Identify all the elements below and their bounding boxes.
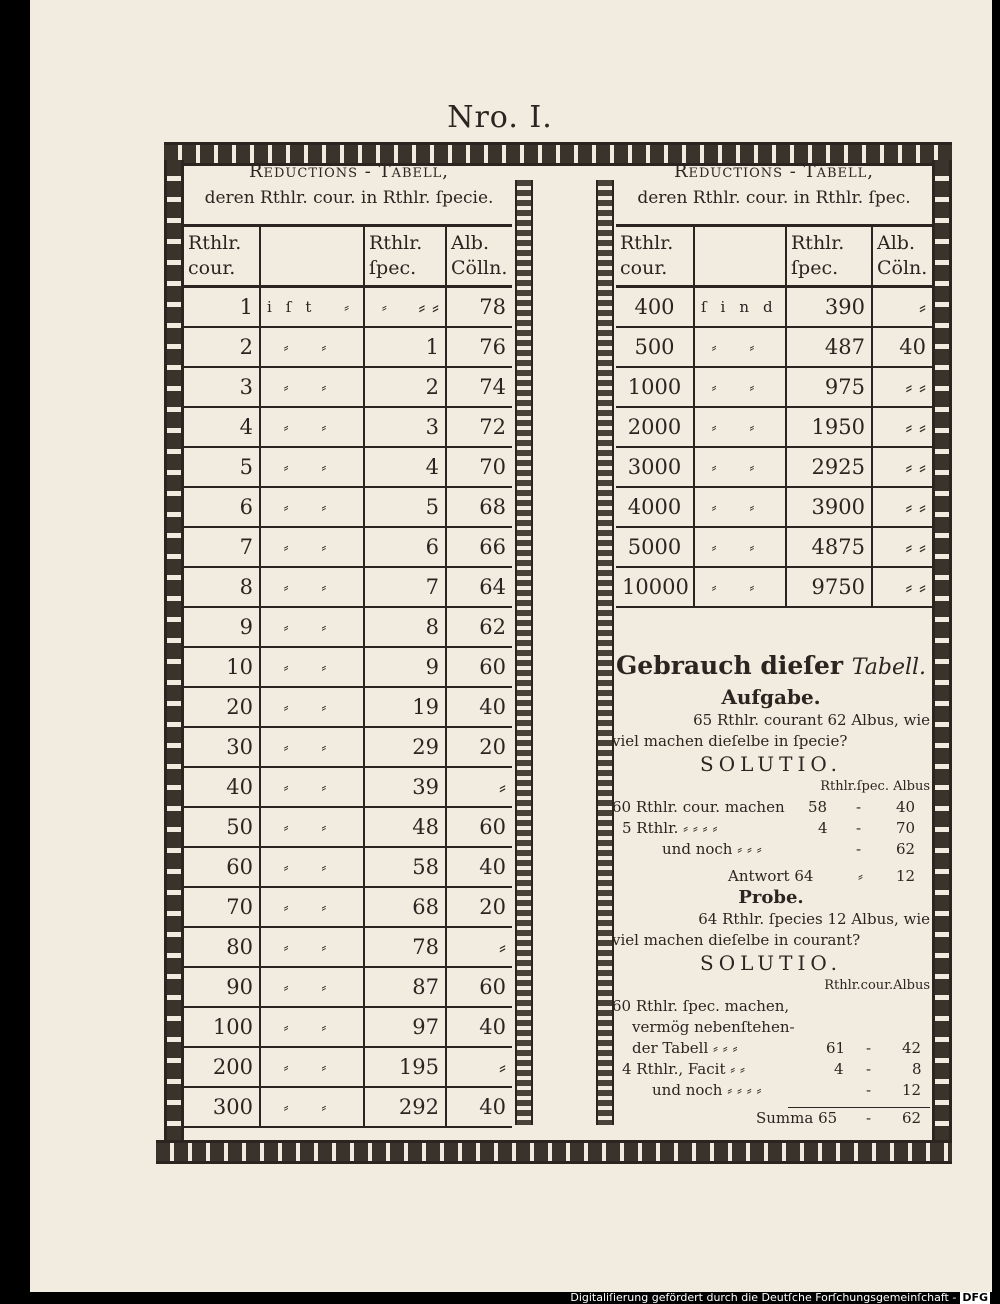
left-cell-albus: 60	[446, 967, 512, 1007]
solutio-1-row-2-text: 5 Rthlr. ⸗ ⸗ ⸗ ⸗	[622, 819, 718, 837]
left-table-row	[184, 567, 512, 607]
left-table-row	[184, 1087, 512, 1127]
left-cell-spec: 6	[364, 527, 446, 567]
right-cell-spec: 2925	[786, 447, 872, 487]
left-cell-connector: ⸗ ⸗	[260, 1087, 364, 1127]
left-table-row	[184, 647, 512, 687]
left-cell-spec: 87	[364, 967, 446, 1007]
left-table-row	[184, 327, 512, 367]
border-right	[932, 160, 952, 1140]
left-cell-connector: ⸗ ⸗	[260, 887, 364, 927]
right-cell-albus: ⸗ ⸗	[872, 527, 932, 567]
left-cell-connector: ⸗ ⸗	[260, 687, 364, 727]
left-table-row	[184, 607, 512, 647]
left-cell-albus: 74	[446, 367, 512, 407]
question-2-line-1: 64 Rthlr. ſpecies 12 Albus, wie	[698, 910, 930, 928]
solutio-1-row-1-text: 60 Rthlr. cour. machen	[612, 798, 785, 816]
left-cell-spec: 78	[364, 927, 446, 967]
left-cell-cour: 1	[184, 287, 260, 328]
right-cell-connector: ⸗ ⸗	[694, 327, 786, 367]
left-table-row	[184, 1007, 512, 1047]
solutio-1-row-3	[612, 839, 930, 860]
usage-section	[612, 650, 930, 1129]
summa-row	[612, 1108, 930, 1129]
right-cell-cour: 2000	[616, 407, 694, 447]
summa-albus: 62	[902, 1109, 922, 1127]
left-cell-cour: 2	[184, 327, 260, 367]
antwort-row	[612, 866, 930, 887]
left-cell-connector: iſt ⸗ ⸗	[260, 287, 364, 328]
solutio-1-heading: SOLUTIO.	[700, 752, 842, 776]
left-cell-albus: 68	[446, 487, 512, 527]
left-cell-connector: ⸗ ⸗	[260, 327, 364, 367]
left-cell-connector: ⸗ ⸗	[260, 607, 364, 647]
left-table-row	[184, 527, 512, 567]
left-cell-connector: ⸗ ⸗	[260, 847, 364, 887]
right-cell-albus: ⸗ ⸗	[872, 447, 932, 487]
left-table-row	[184, 367, 512, 407]
left-cell-spec: 2	[364, 367, 446, 407]
right-cell-connector: ⸗ ⸗	[694, 567, 786, 607]
left-header-blank	[260, 226, 364, 287]
left-cell-spec: 3	[364, 407, 446, 447]
left-cell-albus: 20	[446, 727, 512, 767]
right-cell-connector: ſind	[694, 287, 786, 328]
left-table-row	[184, 407, 512, 447]
left-cell-connector: ⸗ ⸗	[260, 447, 364, 487]
left-cell-spec: 7	[364, 567, 446, 607]
left-cell-albus: 60	[446, 647, 512, 687]
right-header-alb-coln: Alb. Cöln.	[872, 226, 932, 287]
border-bottom	[156, 1140, 952, 1164]
left-cell-connector: ⸗ ⸗	[260, 807, 364, 847]
left-cell-cour: 40	[184, 767, 260, 807]
column-divider-left	[515, 180, 533, 1125]
solutio-1-row-3-dash: -	[856, 840, 862, 858]
left-cell-spec: 8	[364, 607, 446, 647]
left-cell-albus: 76	[446, 327, 512, 367]
summa-dash: -	[866, 1109, 872, 1127]
left-table-row	[184, 727, 512, 767]
left-cell-albus: 70	[446, 447, 512, 487]
solutio-2-row-5-text: und noch ⸗ ⸗ ⸗ ⸗	[652, 1081, 762, 1099]
page-title: Nro. I.	[447, 100, 553, 135]
solutio-1-row-1-rthlr: 58	[808, 798, 828, 816]
left-cell-cour: 7	[184, 527, 260, 567]
question-2-line-2: viel machen dieſelbe in courant?	[612, 931, 861, 949]
left-cell-spec: 195	[364, 1047, 446, 1087]
left-cell-cour: 50	[184, 807, 260, 847]
usage-heading-text: Gebrauch dieſer	[615, 651, 844, 680]
solutio-2-row-3-rthlr: 61	[826, 1039, 846, 1057]
right-reduction-table	[616, 224, 932, 608]
left-cell-albus: 40	[446, 847, 512, 887]
right-cell-spec: 487	[786, 327, 872, 367]
right-cell-albus: 40	[872, 327, 932, 367]
left-table-row	[184, 1047, 512, 1087]
left-cell-cour: 100	[184, 1007, 260, 1047]
left-cell-spec: 97	[364, 1007, 446, 1047]
question-1-line-2: viel machen dieſelbe in ſpecie?	[612, 732, 848, 750]
left-cell-connector: ⸗ ⸗	[260, 967, 364, 1007]
solutio-1-row-1-dash: -	[856, 798, 862, 816]
solutio-2-row-4-dash: -	[866, 1060, 872, 1078]
left-caption	[184, 158, 514, 212]
right-table-row	[616, 567, 932, 607]
right-cell-connector: ⸗ ⸗	[694, 407, 786, 447]
left-table-row	[184, 447, 512, 487]
solutio-1-column-heads: Rthlr.ſpec. Albus	[820, 779, 930, 794]
right-cell-connector: ⸗ ⸗	[694, 487, 786, 527]
question-1-line-1: 65 Rthlr. courant 62 Albus, wie	[693, 711, 930, 729]
left-header-rthlr-spec: Rthlr. ſpec.	[364, 226, 446, 287]
right-cell-cour: 5000	[616, 527, 694, 567]
right-cell-cour: 500	[616, 327, 694, 367]
right-caption-subtitle: deren Rthlr. cour. in Rthlr. ſpec.	[637, 188, 911, 208]
dfg-logo: DFG	[962, 1291, 988, 1304]
right-cell-spec: 4875	[786, 527, 872, 567]
right-table-row	[616, 367, 932, 407]
solutio-2-row-3-text: der Tabell ⸗ ⸗ ⸗	[632, 1039, 738, 1057]
solutio-1-row-3-text: und noch ⸗ ⸗ ⸗	[662, 840, 762, 858]
footer-text: Digitaliſierung gefördert durch die Deutſche Forſchungsgemeinſchaft -	[570, 1291, 957, 1304]
right-caption	[616, 158, 932, 212]
left-cell-cour: 200	[184, 1047, 260, 1087]
solutio-1-row-2-dash: -	[856, 819, 862, 837]
left-cell-cour: 3	[184, 367, 260, 407]
right-cell-spec: 975	[786, 367, 872, 407]
left-cell-spec: 4	[364, 447, 446, 487]
solutio-2-row-3-albus: 42	[902, 1039, 922, 1057]
left-cell-spec: 39	[364, 767, 446, 807]
solutio-2-row-3	[612, 1038, 930, 1059]
right-table-row	[616, 287, 932, 328]
right-cell-connector: ⸗ ⸗	[694, 527, 786, 567]
right-cell-connector: ⸗ ⸗	[694, 447, 786, 487]
left-cell-albus: 20	[446, 887, 512, 927]
right-cell-cour: 400	[616, 287, 694, 328]
left-cell-albus: 40	[446, 687, 512, 727]
left-header-rthlr-cour: Rthlr. cour.	[184, 226, 260, 287]
left-cell-cour: 20	[184, 687, 260, 727]
solutio-2-line-2: vermög nebenſtehen-	[632, 1018, 795, 1036]
left-cell-albus: ⸗	[446, 1047, 512, 1087]
left-cell-cour: 4	[184, 407, 260, 447]
right-cell-albus: ⸗ ⸗	[872, 407, 932, 447]
right-cell-cour: 1000	[616, 367, 694, 407]
left-table-row	[184, 287, 512, 328]
solutio-2-row-5	[612, 1080, 930, 1101]
right-cell-connector: ⸗ ⸗	[694, 367, 786, 407]
right-table-header-row	[616, 226, 932, 287]
solutio-2-row-5-albus: 12	[902, 1081, 922, 1099]
left-cell-cour: 90	[184, 967, 260, 1007]
left-reduction-table	[184, 224, 512, 1128]
left-cell-connector: ⸗ ⸗	[260, 567, 364, 607]
solutio-2-row-3-dash: -	[866, 1039, 872, 1057]
left-cell-spec: 1	[364, 327, 446, 367]
left-cell-cour: 300	[184, 1087, 260, 1127]
left-cell-albus: 60	[446, 807, 512, 847]
right-table-row	[616, 527, 932, 567]
left-cell-cour: 5	[184, 447, 260, 487]
solutio-2-heading: SOLUTIO.	[700, 951, 842, 975]
left-header-alb-colln: Alb. Cölln.	[446, 226, 512, 287]
left-cell-spec: 292	[364, 1087, 446, 1127]
left-cell-connector: ⸗ ⸗	[260, 647, 364, 687]
left-cell-cour: 30	[184, 727, 260, 767]
right-cell-albus: ⸗ ⸗	[872, 567, 932, 607]
left-cell-connector: ⸗ ⸗	[260, 487, 364, 527]
left-cell-cour: 70	[184, 887, 260, 927]
left-cell-connector: ⸗ ⸗	[260, 1047, 364, 1087]
solutio-2-row-4-rthlr: 4	[834, 1060, 844, 1078]
right-cell-spec: 1950	[786, 407, 872, 447]
left-cell-connector: ⸗ ⸗	[260, 407, 364, 447]
left-cell-spec: 19	[364, 687, 446, 727]
right-header-rthlr-cour: Rthlr. cour.	[616, 226, 694, 287]
left-table-row	[184, 807, 512, 847]
right-cell-spec: 9750	[786, 567, 872, 607]
left-table-row	[184, 847, 512, 887]
left-cell-albus: 72	[446, 407, 512, 447]
solutio-1-row-2-rthlr: 4	[818, 819, 828, 837]
footer-credit	[570, 1292, 990, 1304]
left-cell-albus: ⸗	[446, 767, 512, 807]
left-cell-cour: 6	[184, 487, 260, 527]
left-cell-cour: 10	[184, 647, 260, 687]
solutio-2-rule	[788, 1101, 930, 1108]
left-cell-albus: 62	[446, 607, 512, 647]
left-cell-connector: ⸗ ⸗	[260, 367, 364, 407]
solutio-2-row-4-text: 4 Rthlr., Facit ⸗ ⸗	[622, 1060, 746, 1078]
solutio-1-row-2	[612, 818, 930, 839]
solutio-2-row-5-dash: -	[866, 1081, 872, 1099]
left-table-row	[184, 487, 512, 527]
usage-heading	[612, 650, 930, 684]
left-cell-cour: 60	[184, 847, 260, 887]
left-cell-albus: 78	[446, 287, 512, 328]
aufgabe-heading: Aufgabe.	[721, 685, 821, 709]
left-cell-connector: ⸗ ⸗	[260, 527, 364, 567]
solutio-1-row-3-albus: 62	[896, 840, 916, 858]
right-cell-cour: 4000	[616, 487, 694, 527]
solutio-1-row-2-albus: 70	[896, 819, 916, 837]
left-cell-cour: 80	[184, 927, 260, 967]
left-cell-albus: ⸗	[446, 927, 512, 967]
left-cell-spec: 48	[364, 807, 446, 847]
left-cell-connector: ⸗ ⸗	[260, 727, 364, 767]
left-cell-albus: 64	[446, 567, 512, 607]
left-cell-spec: 29	[364, 727, 446, 767]
right-cell-albus: ⸗	[872, 287, 932, 328]
left-cell-cour: 8	[184, 567, 260, 607]
left-cell-cour: 9	[184, 607, 260, 647]
right-cell-cour: 3000	[616, 447, 694, 487]
solutio-2-column-heads: Rthlr.cour.Albus	[824, 978, 930, 993]
right-table-row	[616, 407, 932, 447]
right-cell-spec: 3900	[786, 487, 872, 527]
left-table-row	[184, 767, 512, 807]
right-table-row	[616, 447, 932, 487]
left-cell-connector: ⸗ ⸗	[260, 1007, 364, 1047]
right-cell-cour: 10000	[616, 567, 694, 607]
solutio-1-row-1-albus: 40	[896, 798, 916, 816]
right-cell-spec: 390	[786, 287, 872, 328]
left-cell-spec: ⸗ ⸗	[364, 287, 446, 328]
left-cell-connector: ⸗ ⸗	[260, 767, 364, 807]
solutio-1-row-1	[612, 797, 930, 818]
right-cell-albus: ⸗ ⸗	[872, 367, 932, 407]
antwort-ditto: ⸗	[858, 867, 863, 885]
left-table-row	[184, 927, 512, 967]
left-cell-albus: 66	[446, 527, 512, 567]
right-table-row	[616, 487, 932, 527]
left-cell-spec: 58	[364, 847, 446, 887]
solutio-2-line-1: 60 Rthlr. ſpec. machen,	[612, 997, 790, 1015]
left-caption-title: Reductions - Tabell,	[248, 161, 450, 182]
left-cell-connector: ⸗ ⸗	[260, 927, 364, 967]
left-cell-albus: 40	[446, 1007, 512, 1047]
solutio-2-row-4-albus: 8	[912, 1060, 922, 1078]
right-caption-title: Reductions - Tabell,	[673, 161, 875, 182]
left-cell-albus: 40	[446, 1087, 512, 1127]
probe-heading: Probe.	[738, 887, 804, 908]
left-cell-spec: 9	[364, 647, 446, 687]
left-table-row	[184, 887, 512, 927]
border-left	[164, 160, 184, 1140]
antwort-text: Antwort 64	[728, 867, 814, 885]
solutio-2-row-4	[612, 1059, 930, 1080]
right-header-rthlr-spec: Rthlr. ſpec.	[786, 226, 872, 287]
right-header-blank	[694, 226, 786, 287]
left-cell-spec: 68	[364, 887, 446, 927]
summa-text: Summa 65	[756, 1109, 838, 1127]
antwort-albus: 12	[896, 867, 916, 885]
right-table-row	[616, 327, 932, 367]
left-table-header-row	[184, 226, 512, 287]
left-table-row	[184, 687, 512, 727]
left-caption-subtitle: deren Rthlr. cour. in Rthlr. ſpecie.	[204, 188, 494, 208]
left-table-row	[184, 967, 512, 1007]
left-cell-spec: 5	[364, 487, 446, 527]
right-cell-albus: ⸗ ⸗	[872, 487, 932, 527]
usage-heading-tabell: Tabell.	[851, 655, 927, 680]
